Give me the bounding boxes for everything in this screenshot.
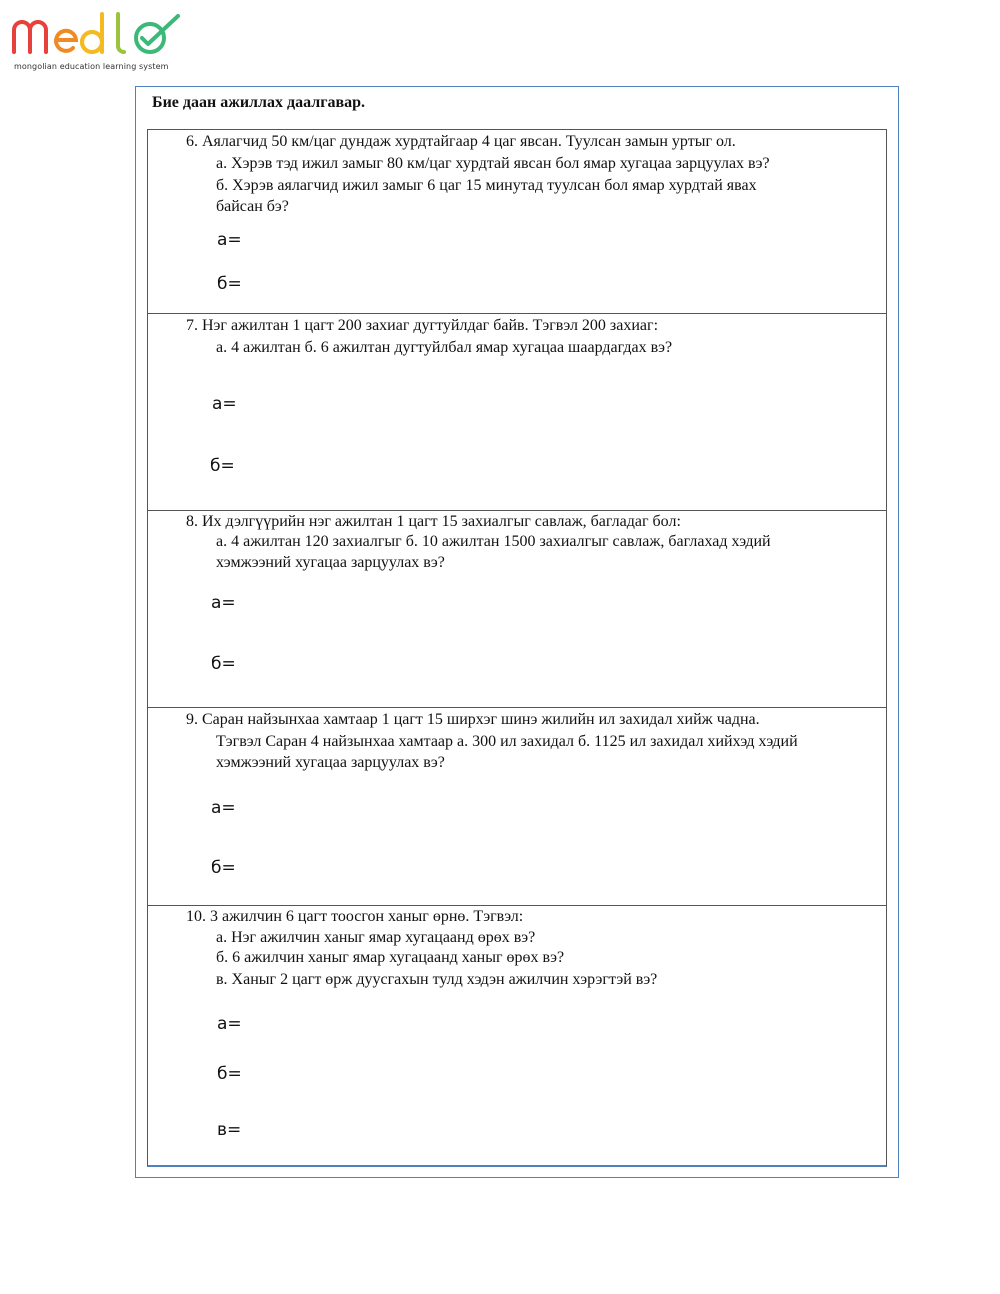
task-8-answer-a: а= (211, 593, 236, 613)
logo-subtitle: mongolian education learning system (14, 62, 169, 71)
task-8-line-2: а. 4 ажилтан 120 захиалгыг б. 10 ажилтан 1500 захиалгыг савлаж, баглахад хэдий (216, 533, 771, 550)
task-8-answer-b: б= (211, 654, 236, 674)
task-7 (147, 313, 887, 510)
task-9-line-1: 9. Саран найзынхаа хамтаар 1 цагт 15 ширхэг шинэ жилийн ил захидал хийж чадна. (186, 711, 760, 728)
task-10 (147, 905, 887, 1167)
worksheet-heading: Бие даан ажиллах даалгавар. (152, 94, 365, 111)
task-8 (147, 510, 887, 707)
task-6-line-4: байсан бэ? (216, 198, 289, 215)
task-7-answer-b: б= (210, 456, 235, 476)
task-6-line-1: 6. Аялагчид 50 км/цаг дундаж хурдтайгаар 4 цаг явсан. Туулсан замын уртыг ол. (186, 133, 736, 150)
medle-logo (10, 8, 190, 78)
task-6-answer-b: б= (217, 274, 242, 294)
task-6-answer-a: а= (217, 230, 242, 250)
task-9-answer-b: б= (211, 858, 236, 878)
task-10-line-3: б. 6 ажилчин ханыг ямар хугацаанд ханыг өрөх вэ? (216, 949, 565, 966)
task-7-line-1: 7. Нэг ажилтан 1 цагт 200 захиаг дугтуйлдаг байв. Тэгвэл 200 захиаг: (186, 317, 659, 334)
task-10-answer-a: а= (217, 1014, 242, 1034)
task-9-line-2: Тэгвэл Саран 4 найзынхаа хамтаар а. 300 ил захидал б. 1125 ил захидал хийхэд хэдий (216, 733, 798, 750)
task-10-line-2: а. Нэг ажилчин ханыг ямар хугацаанд өрөх вэ? (216, 929, 536, 946)
task-9-answer-a: а= (211, 798, 236, 818)
task-10-answer-c: в= (217, 1120, 242, 1140)
task-6 (147, 129, 887, 313)
task-8-line-1: 8. Их дэлгүүрийн нэг ажилтан 1 цагт 15 захиалгыг савлаж, багладаг бол: (186, 513, 681, 530)
task-9-line-3: хэмжээний хугацаа зарцуулах вэ? (216, 754, 445, 771)
task-7-line-2: а. 4 ажилтан б. 6 ажилтан дугтуйлбал ямар хугацаа шаардагдах вэ? (216, 339, 673, 356)
task-10-answer-b: б= (217, 1064, 242, 1084)
task-10-line-4: в. Ханыг 2 цагт өрж дуусгахын тулд хэдэн ажилчин хэрэгтэй вэ? (216, 971, 658, 988)
medle-logo-mark (10, 8, 185, 60)
task-9 (147, 707, 887, 905)
task-6-line-3: б. Хэрэв аялагчид ижил замыг 6 цаг 15 минутад туулсан бол ямар хурдтай явах (216, 177, 757, 194)
task-7-answer-a: а= (212, 394, 237, 414)
task-6-line-2: а. Хэрэв тэд ижил замыг 80 км/цаг хурдтай явсан бол ямар хугацаа зарцуулах вэ? (216, 155, 770, 172)
task-10-line-1: 10. 3 ажилчин 6 цагт тоосгон ханыг өрнө. Тэгвэл: (186, 908, 524, 925)
task-8-line-3: хэмжээний хугацаа зарцуулах вэ? (216, 554, 445, 571)
